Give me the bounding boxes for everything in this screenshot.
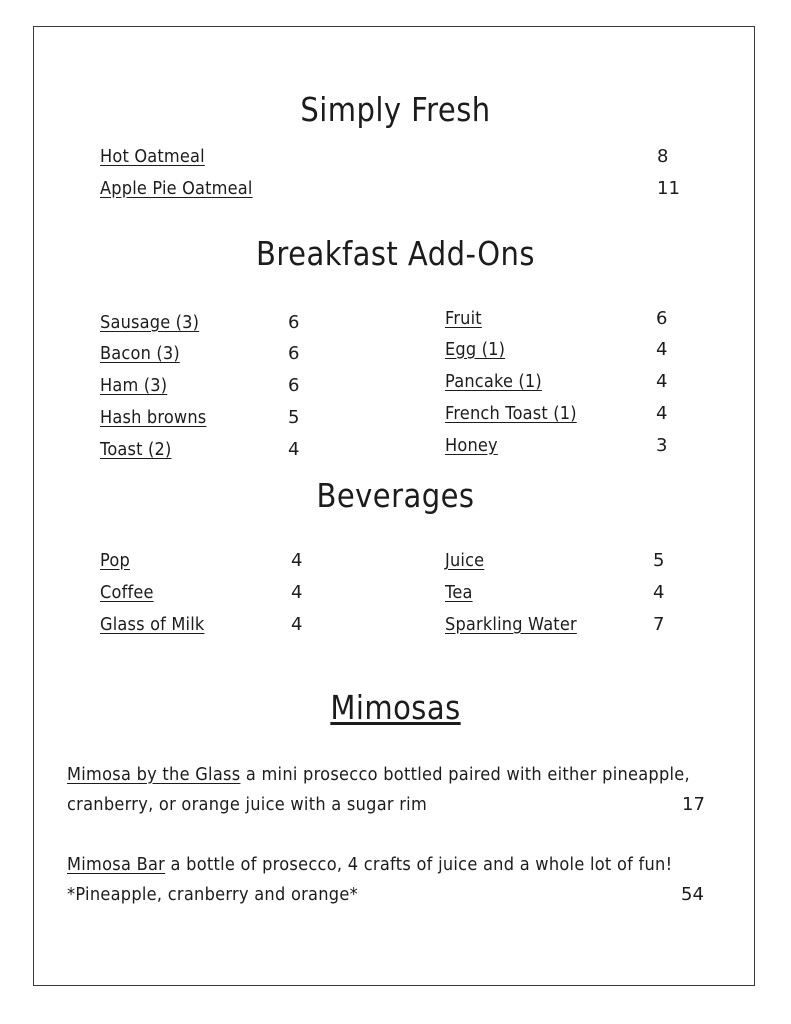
menu-item-hot-oatmeal: Hot Oatmeal: [100, 146, 205, 167]
addon-price-pancake: 4: [656, 371, 668, 392]
addon-price-ham: 6: [288, 375, 300, 396]
mimosas-heading: Mimosas: [330, 688, 461, 727]
beverage-price-tea: 4: [653, 582, 665, 603]
mimosa-bar-desc-1: a bottle of prosecco, 4 crafts of juice and a whole lot of fun!: [170, 854, 673, 875]
mimosa-glass-name: Mimosa by the Glass: [67, 764, 241, 785]
beverage-item-coffee: Coffee: [100, 582, 154, 603]
beverages-heading: Beverages: [316, 476, 475, 515]
addon-price-french-toast: 4: [656, 403, 668, 424]
beverage-item-pop: Pop: [100, 550, 130, 571]
addon-item-ham: Ham (3): [100, 375, 168, 396]
mimosa-glass-line-1: [67, 764, 690, 785]
mimosa-glass-price: 17: [682, 794, 705, 815]
simply-fresh-heading: Simply Fresh: [300, 90, 491, 129]
beverage-price-coffee: 4: [291, 582, 303, 603]
addon-item-honey: Honey: [445, 435, 498, 456]
menu-price-hot-oatmeal: 8: [657, 146, 669, 167]
mimosa-bar-name: Mimosa Bar: [67, 854, 166, 875]
addon-price-egg: 4: [656, 339, 668, 360]
addon-item-toast: Toast (2): [100, 439, 172, 460]
addon-item-hash-browns: Hash browns: [100, 407, 207, 428]
menu-price-apple-pie-oatmeal: 11: [657, 178, 680, 199]
addon-price-hash-browns: 5: [288, 407, 300, 428]
addon-price-toast: 4: [288, 439, 300, 460]
addon-price-honey: 3: [656, 435, 668, 456]
mimosa-bar-price: 54: [681, 884, 704, 905]
addon-item-fruit: Fruit: [445, 308, 482, 329]
beverage-item-sparkling-water: Sparkling Water: [445, 614, 577, 635]
addon-price-fruit: 6: [656, 308, 668, 329]
mimosa-bar-desc-2: *Pineapple, cranberry and orange*: [67, 884, 358, 905]
beverage-price-sparkling-water: 7: [653, 614, 665, 635]
mimosa-bar-line-1: [67, 854, 672, 875]
beverage-item-tea: Tea: [445, 582, 473, 603]
addon-item-bacon: Bacon (3): [100, 343, 180, 364]
beverage-price-juice: 5: [653, 550, 665, 571]
addon-price-bacon: 6: [288, 343, 300, 364]
addon-item-sausage: Sausage (3): [100, 312, 200, 333]
beverage-item-juice: Juice: [445, 550, 485, 571]
menu-item-apple-pie-oatmeal: Apple Pie Oatmeal: [100, 178, 253, 199]
beverage-item-glass-of-milk: Glass of Milk: [100, 614, 205, 635]
mimosa-glass-desc-2: cranberry, or orange juice with a sugar rim: [67, 794, 427, 815]
addon-item-french-toast: French Toast (1): [445, 403, 577, 424]
beverage-price-pop: 4: [291, 550, 303, 571]
addon-price-sausage: 6: [288, 312, 300, 333]
addon-item-pancake: Pancake (1): [445, 371, 542, 392]
breakfast-addons-heading: Breakfast Add-Ons: [256, 234, 535, 273]
beverage-price-glass-of-milk: 4: [291, 614, 303, 635]
addon-item-egg: Egg (1): [445, 339, 506, 360]
mimosa-glass-desc-1: a mini prosecco bottled paired with either pineapple,: [245, 764, 690, 785]
